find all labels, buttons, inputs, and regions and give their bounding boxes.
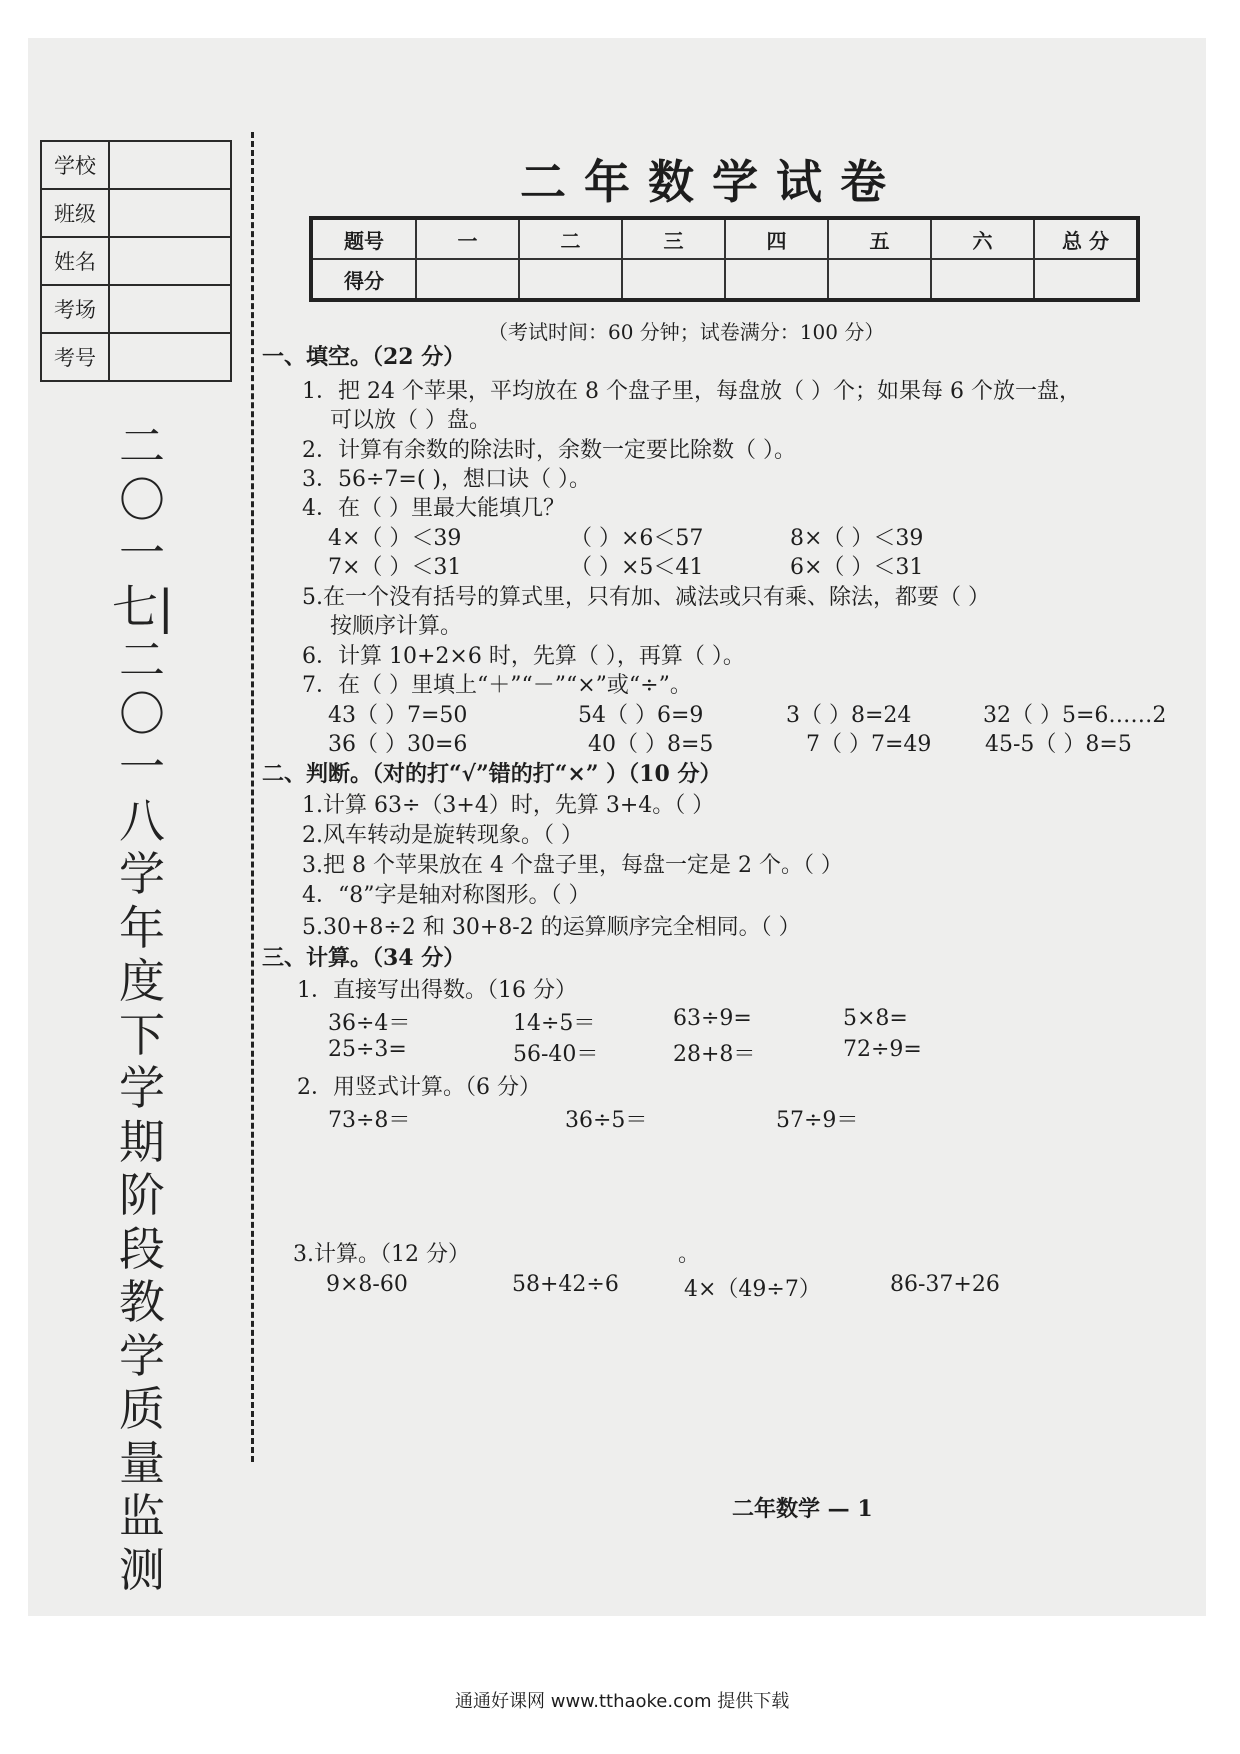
s1-q7-item: 36（ ）30=6 (328, 732, 468, 757)
score-cell (519, 259, 622, 300)
score-table-header-row (311, 218, 1138, 259)
s1-q4-item: 8×（ ）＜39 (790, 526, 924, 551)
s1-q7-item: 43（ ）7=50 (328, 703, 468, 728)
score-cell (828, 259, 931, 300)
s1-q4-item: （ ）×6＜57 (570, 526, 704, 551)
score-header-cell: 三 (622, 218, 725, 259)
score-header-cell: 六 (931, 218, 1034, 259)
score-row-label: 得分 (311, 259, 416, 300)
score-header-cell: 四 (725, 218, 828, 259)
s1-question-1a: 1．把 24 个苹果，平均放在 8 个盘子里，每盘放（ ）个；如果每 6 个放一盘， (302, 379, 1081, 404)
s1-question-5a: 5.在一个没有括号的算式里，只有加、减法或只有乘、除法，都要（ ） (302, 585, 990, 610)
vertical-exam-title: 二〇一七|二〇一八学年度下学期阶段教学质量监测 (112, 419, 174, 1597)
s3-part-2: 2．用竖式计算。（6 分） (297, 1075, 541, 1100)
s3-p2-item: 36÷5＝ (565, 1108, 648, 1133)
info-field-room (109, 285, 231, 333)
s1-q7-item: 40（ ）8=5 (588, 732, 714, 757)
s1-q4-item: 4×（ ）＜39 (328, 526, 462, 551)
section2-title: 二、判断。（对的打“√”错的打“×” ）（10 分） (262, 761, 722, 787)
info-label-number: 考号 (41, 333, 109, 381)
s1-q7-item: 32（ ）5=6……2 (983, 703, 1167, 728)
s1-q4-item: 7×（ ）＜31 (328, 555, 462, 580)
s1-q4-item: （ ）×5＜41 (570, 555, 704, 580)
s2-item: 2.风车转动是旋转现象。（ ） (302, 823, 583, 848)
s3-p1-item: 72÷9= (843, 1037, 922, 1062)
score-cell (1034, 259, 1138, 300)
score-header-cell: 一 (416, 218, 519, 259)
binding-dashed-line (251, 132, 254, 1462)
s3-p1-item: 56-40＝ (513, 1042, 599, 1067)
s1-question-4: 4．在（ ）里最大能填几？ (302, 496, 565, 521)
score-header-cell: 总 分 (1034, 218, 1138, 259)
student-info-box (40, 140, 232, 382)
s3-part-3-dot: 。 (678, 1242, 701, 1267)
page-title: 二年数学试卷 (520, 155, 904, 209)
section3-title: 三、计算。（34 分） (262, 945, 466, 971)
s1-question-3: 3．56÷7=( )，想口诀（ ）。 (302, 467, 592, 492)
info-label-name: 姓名 (41, 237, 109, 285)
score-cell (931, 259, 1034, 300)
score-header-cell: 题号 (311, 218, 416, 259)
s1-question-1b: 可以放（ ）盘。 (330, 408, 491, 433)
info-field-name (109, 237, 231, 285)
s3-part-1: 1．直接写出得数。（16 分） (297, 978, 577, 1003)
s1-question-5b: 按顺序计算。 (330, 614, 463, 639)
s2-item: 4．“8”字是轴对称图形。（ ） (302, 883, 591, 908)
score-header-cell: 五 (828, 218, 931, 259)
s3-p3-item: 58+42÷6 (512, 1272, 619, 1297)
s3-p1-item: 36÷4＝ (328, 1011, 411, 1036)
s3-p3-item: 9×8-60 (326, 1272, 408, 1297)
s3-p1-item: 25÷3= (328, 1037, 407, 1062)
s3-p3-item: 86-37+26 (890, 1272, 1000, 1297)
s2-item: 1.计算 63÷（3+4）时，先算 3+4。（ ） (302, 793, 715, 818)
info-label-room: 考场 (41, 285, 109, 333)
s3-part-3: 3.计算。（12 分） (293, 1242, 470, 1267)
page-number: 二年数学 — 1 (732, 1496, 873, 1522)
score-cell (416, 259, 519, 300)
s3-p1-item: 28+8＝ (673, 1042, 756, 1067)
s3-p1-item: 14÷5＝ (513, 1011, 596, 1036)
exam-info: （考试时间：60 分钟；试卷满分：100 分） (488, 320, 885, 344)
s1-q7-item: 54（ ）6=9 (578, 703, 704, 728)
score-cell (622, 259, 725, 300)
score-table (309, 216, 1140, 302)
s3-p3-item: 4×（49÷7） (684, 1277, 821, 1302)
s2-item: 3.把 8 个苹果放在 4 个盘子里，每盘一定是 2 个。（ ） (302, 853, 843, 878)
s2-item: 5.30+8÷2 和 30+8-2 的运算顺序完全相同。（ ） (302, 915, 801, 940)
s3-p2-item: 57÷9＝ (776, 1108, 859, 1133)
s1-q7-item: 45-5（ ）8=5 (985, 732, 1132, 757)
info-label-school: 学校 (41, 141, 109, 189)
s1-question-7: 7．在（ ）里填上“＋”“－”“×”或“÷”。 (302, 673, 692, 698)
download-credit: 通通好课网 www.tthaoke.com 提供下载 (455, 1691, 790, 1712)
s3-p1-item: 5×8= (843, 1006, 908, 1031)
s1-question-2: 2．计算有余数的除法时，余数一定要比除数（ ）。 (302, 438, 796, 463)
info-field-class (109, 189, 231, 237)
s1-question-6: 6．计算 10+2×6 时，先算（ ），再算（ ）。 (302, 644, 745, 669)
s1-q7-item: 7（ ）7=49 (806, 732, 932, 757)
score-table-score-row (311, 259, 1138, 300)
info-label-class: 班级 (41, 189, 109, 237)
score-cell (725, 259, 828, 300)
s1-q4-item: 6×（ ）＜31 (790, 555, 924, 580)
score-header-cell: 二 (519, 218, 622, 259)
section1-title: 一、填空。（22 分） (262, 344, 466, 370)
s3-p2-item: 73÷8＝ (328, 1108, 411, 1133)
info-field-number (109, 333, 231, 381)
s3-p1-item: 63÷9= (673, 1006, 752, 1031)
info-field-school (109, 141, 231, 189)
s1-q7-item: 3（ ）8=24 (786, 703, 912, 728)
